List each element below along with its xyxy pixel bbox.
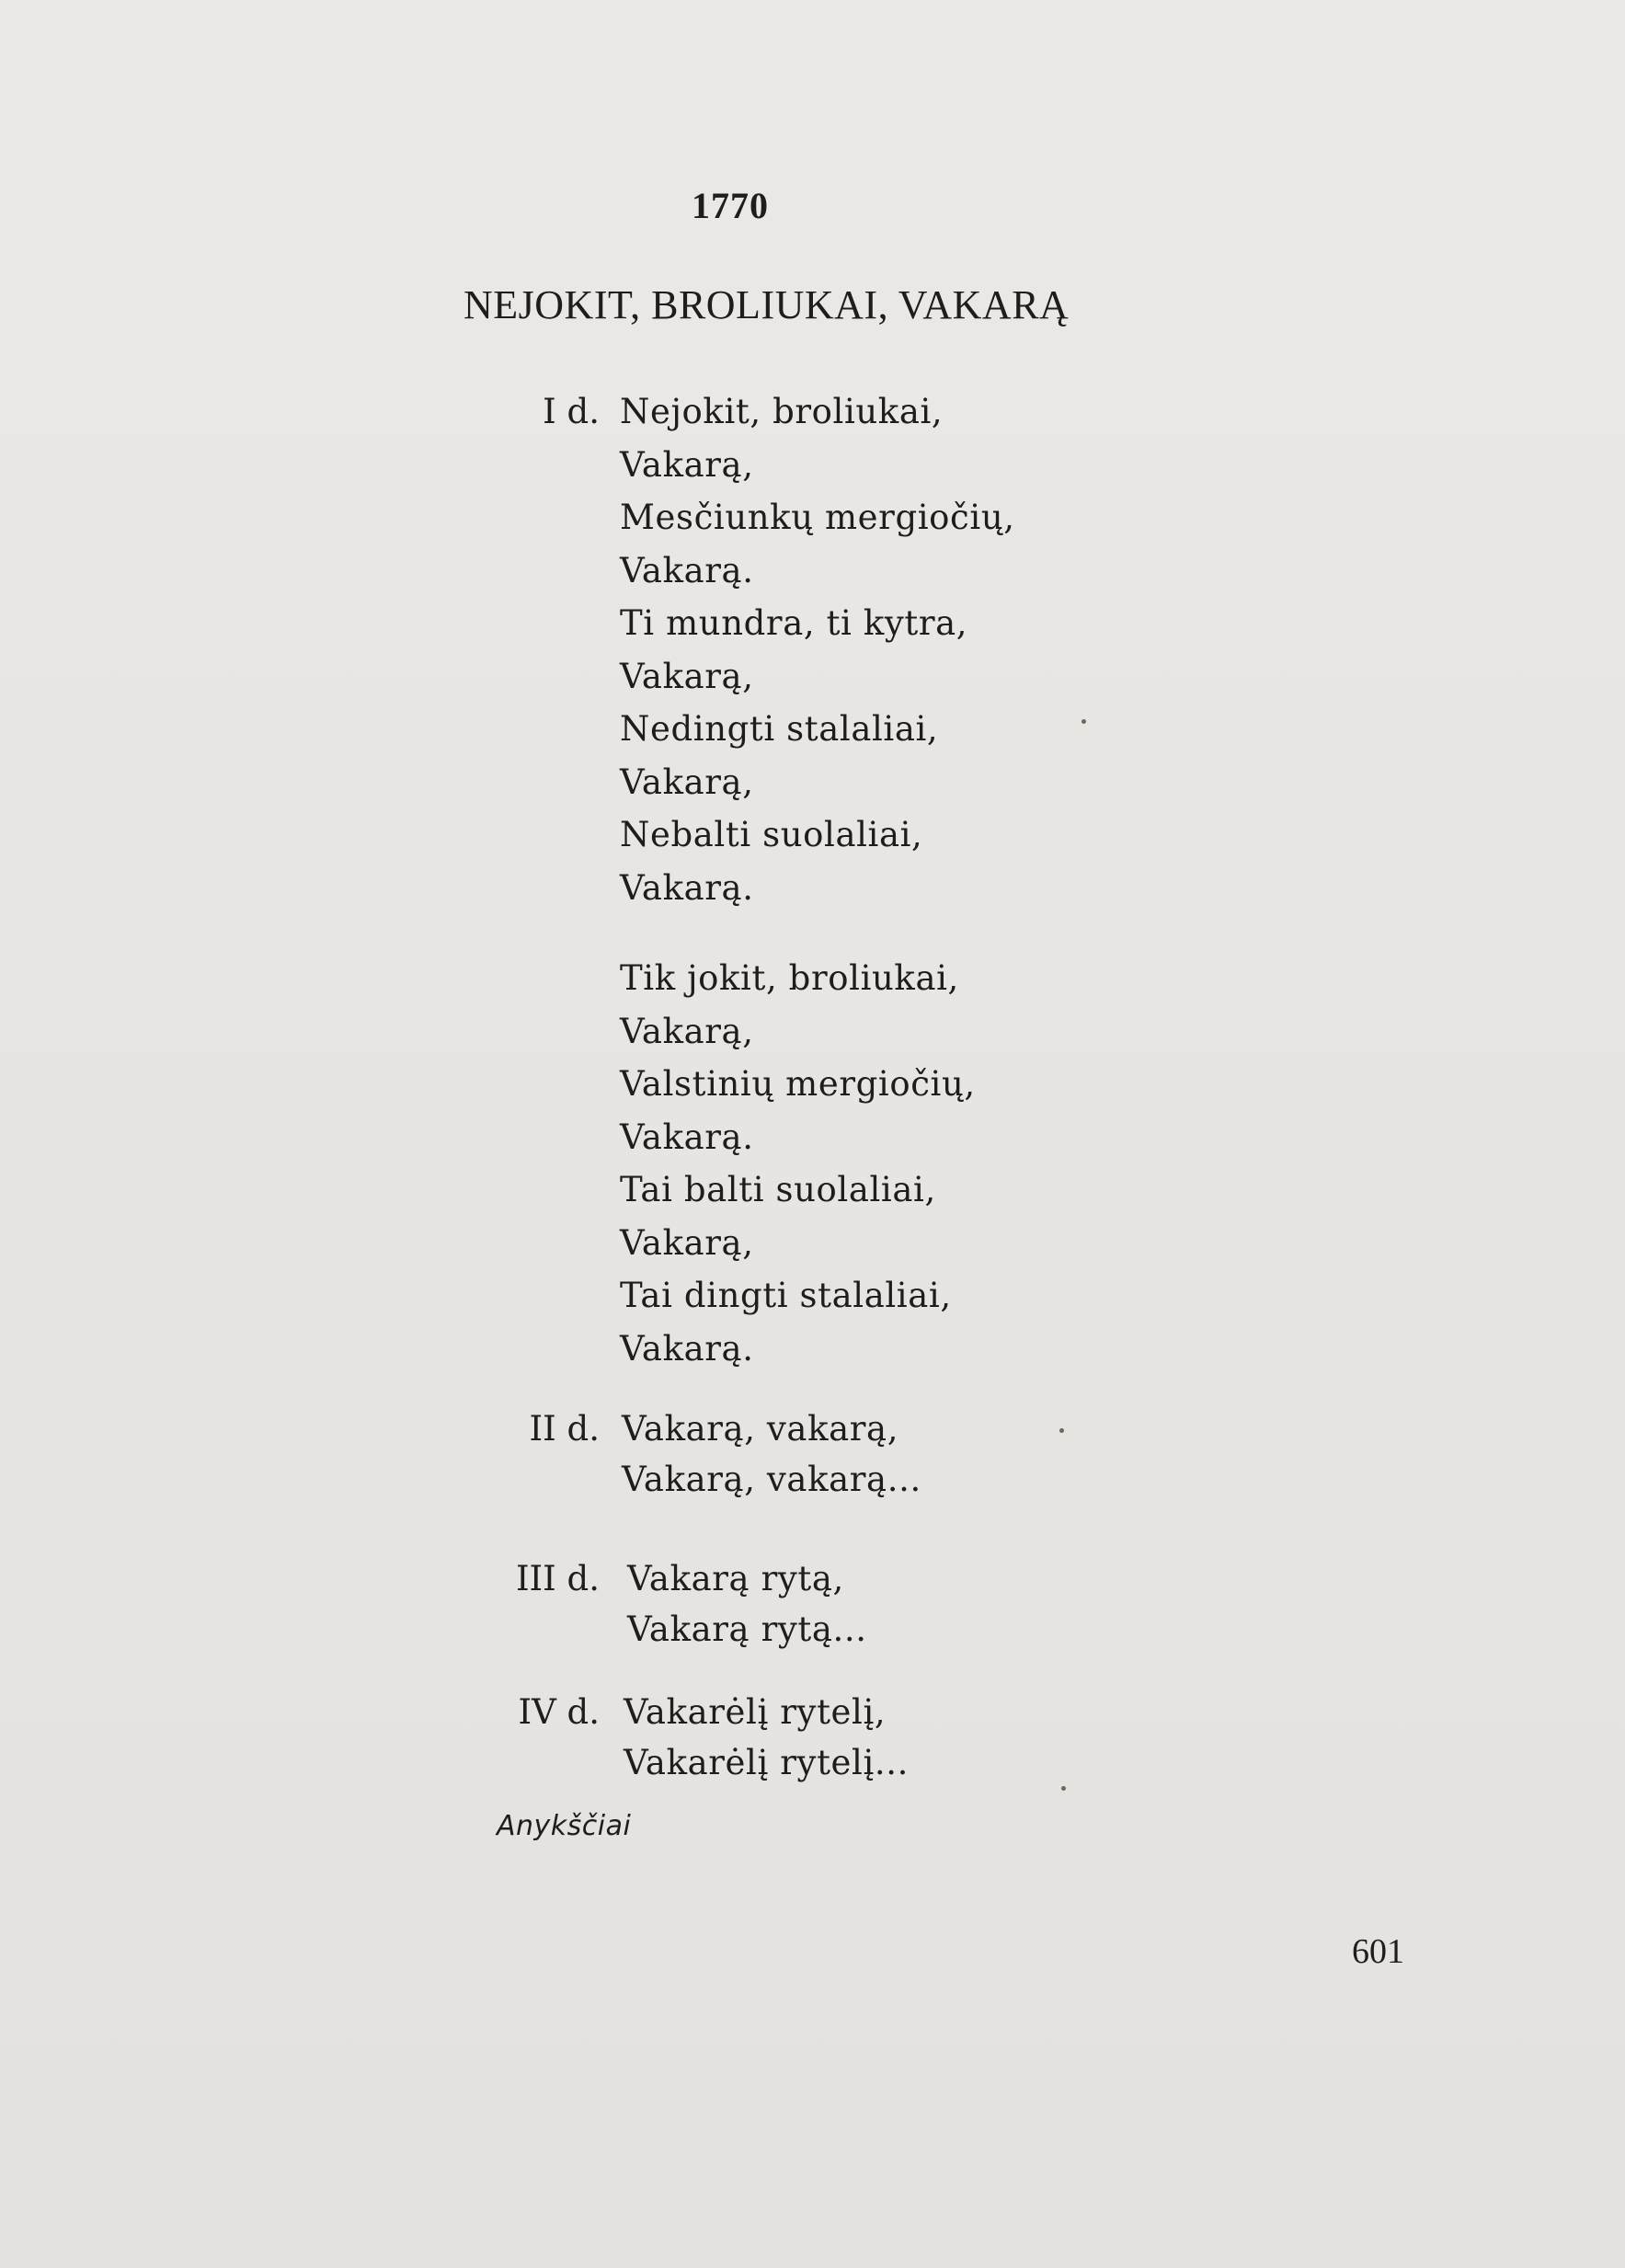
verse-label: IV d. — [518, 1692, 600, 1732]
verse-line: Ti mundra, ti kytra, — [620, 603, 968, 643]
verse-line: Mesčiunkų mergiočių, — [620, 498, 1015, 537]
verse-line: Vakarą, — [620, 1222, 754, 1263]
verse-line: Vakarą, — [620, 1011, 754, 1051]
verse-line: Nejokit, broliukai, — [620, 392, 944, 431]
song-title: NEJOKIT, BROLIUKAI, VAKARĄ — [463, 282, 1070, 327]
verse-line: Nedingti stalaliai, — [620, 709, 939, 749]
page-number: 601 — [1352, 1932, 1404, 1971]
paper-speck — [1059, 1428, 1064, 1433]
verse-line: Tik jokit, broliukai, — [620, 958, 959, 998]
verse-line: Vakarą, vakarą... — [622, 1460, 921, 1499]
verse-label: III d. — [515, 1559, 600, 1598]
verse-line: Valstinių mergiočių, — [620, 1064, 976, 1104]
verse-line: Vakarą rytą, — [627, 1559, 844, 1598]
verse-line: Tai dingti stalaliai, — [620, 1276, 952, 1315]
paper-speck — [1061, 1786, 1066, 1791]
verse-line: Nebalti suolaliai, — [620, 815, 923, 854]
paper-speck — [1081, 719, 1086, 724]
verse-line: Tai balti suolaliai, — [620, 1170, 936, 1209]
verse-line: Vakarą. — [620, 867, 754, 908]
verse-line: Vakarą, — [620, 444, 754, 485]
verse-line: Vakarą. — [620, 550, 754, 590]
verse-line: Vakarą. — [620, 1117, 754, 1157]
verse-line: Vakarą. — [620, 1328, 754, 1369]
verse-label: I d. — [543, 392, 600, 431]
verse-line: Vakarą, — [620, 762, 754, 802]
place-of-recording: Anykščiai — [497, 1810, 632, 1842]
verse-line: Vakarą, vakarą, — [622, 1409, 899, 1449]
verse-line: Vakarėlį rytelį, — [624, 1692, 887, 1732]
verse-line: Vakarą rytą... — [627, 1609, 867, 1649]
verse-line: Vakarėlį rytelį... — [624, 1743, 909, 1782]
verse-line: Vakarą, — [620, 656, 754, 696]
verse-label: II d. — [529, 1409, 600, 1449]
song-number: 1770 — [692, 185, 769, 226]
